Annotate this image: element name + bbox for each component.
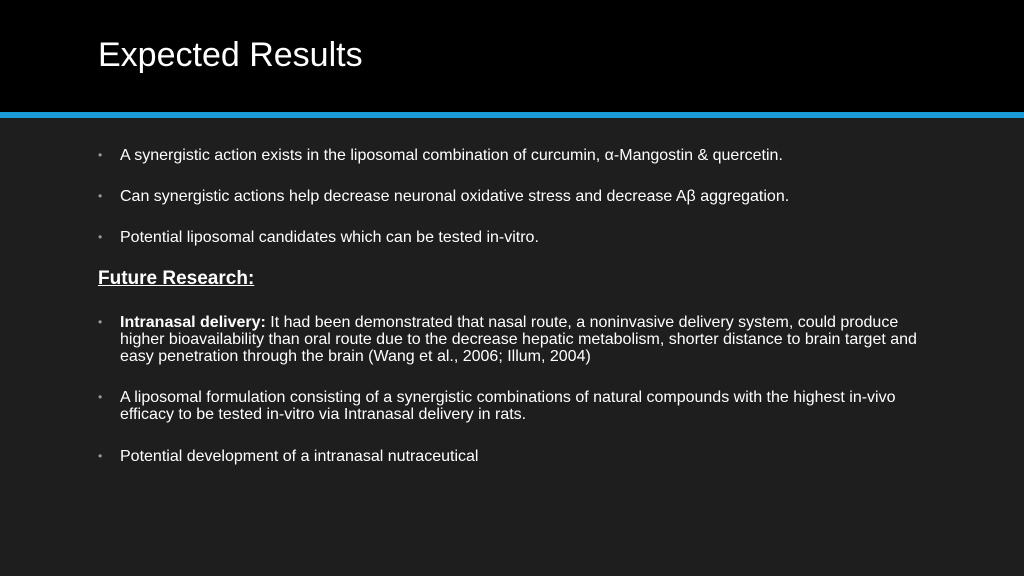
bullet-intranasal-delivery [120,314,940,365]
bullet-liposomal-formulation: • A liposomal formulation consisting of a synergistic combinations of natural compounds with the highest in-vivo efficacy to be tested in-vitro via Intranasal delivery in rats. [120,389,940,423]
bullet-synergistic-action: • A synergistic action exists in the liposomal combination of curcumin, α-Mangostin & quercetin. [120,147,940,164]
bullet-liposomal-candidates: • Potential liposomal candidates which can be tested in-vitro. [120,229,940,246]
bullet-body-text: It had been demonstrated that nasal route, a noninvasive delivery system, could produce higher bioavailability than oral route due to the decrease hepatic metabolism, shorter distance to brain target and easy penetration through the brain (Wang et al., 2006; Illum, 2004) [120,314,917,365]
bullet-nutraceutical: • Potential development of a intranasal nutraceutical [120,448,940,465]
future-research-heading: Future Research: [98,268,255,289]
bullet-lead-label: Intranasal delivery: [120,314,266,331]
bullet-oxidative-stress: • Can synergistic actions help decrease neuronal oxidative stress and decrease Aβ aggregation. [120,188,940,205]
slide-title: Expected Results [98,36,363,74]
